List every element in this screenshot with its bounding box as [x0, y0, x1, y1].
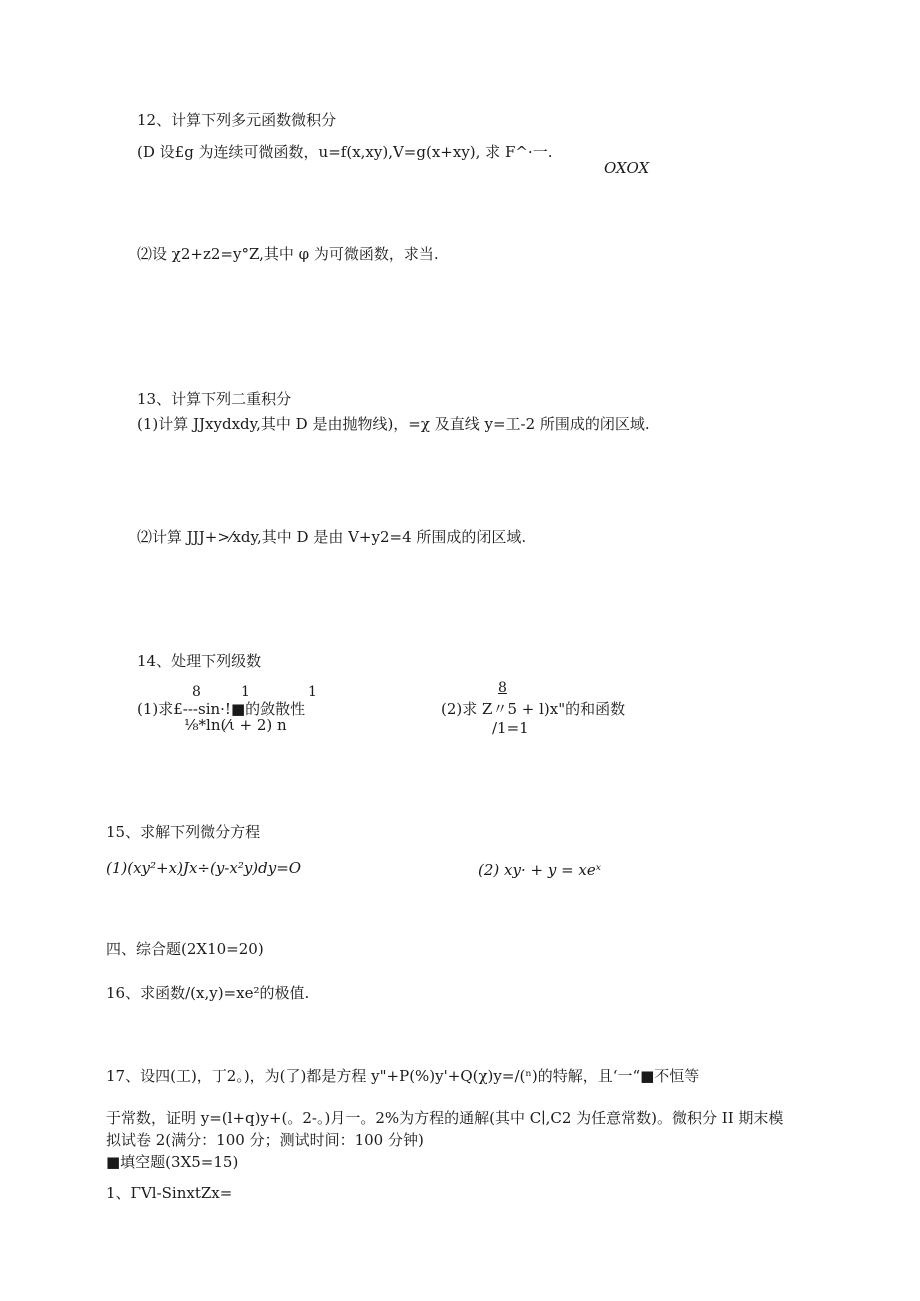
q17-line2: 于常数，证明 y=(l+q)y+(。2-。)月一。2%为方程的通解(其中 C∣,C2 为任意常数)。微积分 II 期末模	[106, 1109, 784, 1127]
section4-title: 四、综合题(2X10=20)	[106, 940, 264, 958]
q15-title: 15、求解下列微分方程	[106, 823, 261, 841]
q14-title: 14、处理下列级数	[137, 652, 262, 670]
q13-title: 13、计算下列二重积分	[137, 390, 292, 408]
q17-line1: 17、设四(工)，丁2。)，为(了)都是方程 y"+P(%)y'+Q(χ)y=/(ⁿ)的特解，且‘一“■不恒等	[106, 1067, 700, 1085]
q12-part2: ⑵设 χ2+z2=y°Z,其中 φ 为可微函数，求当.	[137, 245, 439, 263]
q13-part2: ⑵计算 JJJ+>⁄xdy,其中 D 是由 V+y2=4 所围成的闭区域.	[137, 528, 527, 546]
q16-text: 16、求函数/(x,y)=xe²的极值.	[106, 984, 310, 1002]
q1-text: 1、ΓVl-SinxtZx=	[106, 1184, 233, 1202]
q14-p1-top-c: 1	[308, 684, 317, 700]
q14-p2-top: 8	[498, 680, 507, 696]
q15-part2: (2) xy· + y = xeˣ	[478, 861, 602, 879]
q13-part1: (1)计算 JJxydxdy,其中 D 是由抛物线)，=χ 及直线 y=工-2 所围成的闭区域.	[137, 415, 650, 433]
q12-part1: (D 设£g 为连续可微函数，u=f(x,xy),V=g(x+xy), 求 F^·一.	[137, 143, 553, 161]
q14-p1-bottom: ⅛*ln(⁄ι + 2) n	[184, 716, 287, 734]
q14-p1-top-b: 1	[241, 684, 250, 700]
q12-part1-denominator: OXOX	[604, 159, 650, 177]
q17-line3: 拟试卷 2(满分：100 分；测试时间：100 分钟)	[106, 1131, 424, 1149]
q14-p2-bottom: /1=1	[492, 719, 529, 737]
q15-part1: (1)(xy²+x)Jx÷(y-x²y)dy=O	[106, 859, 302, 877]
q17-line4: ■填空题(3X5=15)	[106, 1153, 239, 1171]
q14-p1-top-a: 8	[192, 684, 201, 700]
q14-part2: (2)求 Z〃5 + l)x"的和函数	[441, 700, 626, 718]
q12-title: 12、计算下列多元函数微积分	[137, 111, 337, 129]
q14-part1: (1)求£---sin·!■的敛散性	[137, 700, 306, 718]
